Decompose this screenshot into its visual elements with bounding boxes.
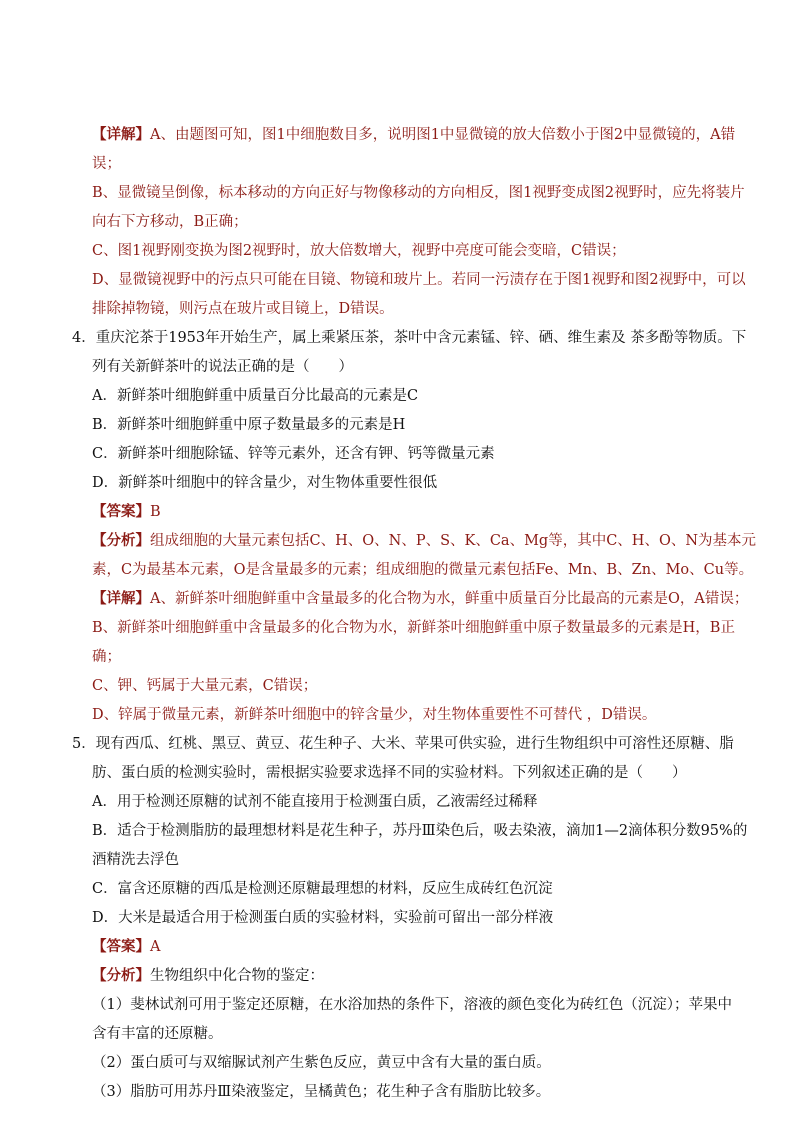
question-number: 5． <box>72 736 96 752</box>
q4-explain-line-1: 【详解】A、新鲜茶叶细胞鲜重中含量最多的化合物为水，鲜重中质量百分比最高的元素是O，A错误； <box>92 590 749 607</box>
q3-explain-line-3: B、显微镜呈倒像，标本移动的方向正好与物像移动的方向相反，图1视野变成图2视野时，应先将装片 <box>92 185 745 201</box>
q4-stem-line-2: 列有关新鲜茶叶的说法正确的是（ ） <box>92 359 353 375</box>
explain-tag: 【详解】 <box>92 590 150 607</box>
q5-option-b-line-2: 酒精洗去浮色 <box>92 852 179 868</box>
q3-explain-line-6: D、显微镜视野中的污点只可能在目镜、物镜和玻片上。若同一污渍存在于图1视野和图2视野中，可以 <box>92 272 746 288</box>
analysis-tag: 【分析】 <box>92 967 150 984</box>
explain-tag: 【详解】 <box>92 126 150 143</box>
answer-tag: 【答案】 <box>92 938 150 955</box>
q4-option-b: B．新鲜茶叶细胞鲜重中原子数量最多的元素是H <box>92 417 406 433</box>
q3-explain-line-2: 误； <box>92 156 121 172</box>
q4-answer <box>92 502 161 522</box>
q4-option-a: A．新鲜茶叶细胞鲜重中质量百分比最高的元素是C <box>92 388 419 404</box>
q3-explain-line-7: 排除掉物镜，则污点在玻片或目镜上，D错误。 <box>92 301 394 317</box>
q5-option-a: A．用于检测还原糖的试剂不能直接用于检测蛋白质，乙液需经过稀释 <box>92 794 538 810</box>
q4-analysis-line-1: 【分析】组成细胞的大量元素包括C、H、O、N、P、S、K、Ca、Mg等，其中C、H、O、N为基本元 <box>92 532 757 549</box>
q3-explain-line-5: C、图1视野刚变换为图2视野时，放大倍数增大，视野中亮度可能会变暗，C错误； <box>92 243 626 259</box>
answer-value: A <box>150 939 161 955</box>
q5-answer <box>92 937 160 957</box>
q3-explain-line-1: 【详解】A、由题图可知，图1中细胞数目多，说明图1中显微镜的放大倍数小于图2中显微镜的，A错 <box>92 126 736 143</box>
q4-explain-line-5: D、锌属于微量元素，新鲜茶叶细胞中的锌含量少，对生物体重要性不可替代 ，D错误。 <box>92 707 657 723</box>
answer-tag: 【答案】 <box>92 503 150 520</box>
q4-explain-line-3: 确； <box>92 649 121 665</box>
q5-analysis-title: 【分析】生物组织中化合物的鉴定： <box>92 967 324 984</box>
q5-option-d: D．大米是最适合用于检测蛋白质的实验材料，实验前可留出一部分样液 <box>92 910 554 926</box>
q5-option-b-line-1: B．适合于检测脂肪的最理想材料是花生种子，苏丹Ⅲ染色后，吸去染液，滴加1—2滴体积分数95%的 <box>92 823 748 839</box>
q4-option-c: C．新鲜茶叶细胞除锰、锌等元素外，还含有钾、钙等微量元素 <box>92 446 495 462</box>
q4-stem-line-1: 4．重庆沱茶于1953年开始生产，属上乘紧压茶，茶叶中含元素锰、锌、硒、维生素及 茶多酚等物质。下 <box>72 330 747 346</box>
q5-option-c: C．富含还原糖的西瓜是检测还原糖最理想的材料，反应生成砖红色沉淀 <box>92 881 553 897</box>
answer-value: B <box>150 504 161 520</box>
question-number: 4． <box>72 330 96 346</box>
analysis-tag: 【分析】 <box>92 532 150 549</box>
q3-explain-line-4: 向右下方移动，B正确； <box>92 214 248 230</box>
q5-analysis-point-1b: 含有丰富的还原糖。 <box>92 1026 223 1042</box>
q5-analysis-point-2: （2）蛋白质可与双缩脲试剂产生紫色反应，黄豆中含有大量的蛋白质。 <box>92 1055 551 1071</box>
q5-analysis-point-1a: （1）斐林试剂可用于鉴定还原糖，在水浴加热的条件下，溶液的颜色变化为砖红色（沉淀）；苹果中 <box>92 997 732 1013</box>
q4-explain-line-2: B、新鲜茶叶细胞鲜重中含量最多的化合物为水，新鲜茶叶细胞鲜重中原子数量最多的元素是H，B正 <box>92 620 735 636</box>
q4-explain-line-4: C、钾、钙属于大量元素，C错误； <box>92 678 318 694</box>
q5-stem-line-1: 5．现有西瓜、红桃、黑豆、黄豆、花生种子、大米、苹果可供实验，进行生物组织中可溶性还原糖、脂 <box>72 736 734 752</box>
q5-stem-line-2: 肪、蛋白质的检测实验时，需根据实验要求选择不同的实验材料。下列叙述正确的是（ ） <box>92 765 687 781</box>
q4-option-d: D．新鲜茶叶细胞中的锌含量少，对生物体重要性很低 <box>92 475 438 491</box>
q4-analysis-line-2: 素，C为最基本元素，O是含量最多的元素；组成细胞的微量元素包括Fe、Mn、B、Zn、Mo、Cu等。 <box>92 562 754 578</box>
q5-analysis-point-3: （3）脂肪可用苏丹Ⅲ染液鉴定，呈橘黄色；花生种子含有脂肪比较多。 <box>92 1084 551 1100</box>
